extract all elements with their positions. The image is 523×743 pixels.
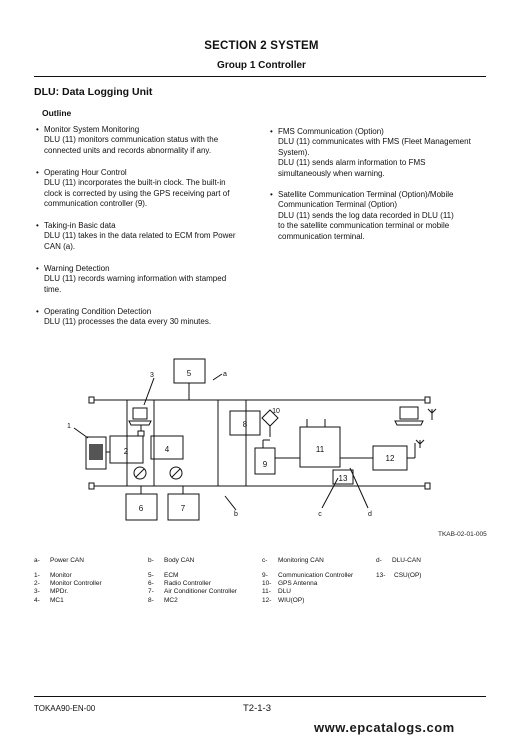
bus-terminator [89, 397, 94, 403]
bullet-body: DLU (11) sends the log data recorded in DLU (11) to the satellite communication terminal or mobile communication terminal. [278, 210, 454, 241]
label-1: 1 [67, 423, 71, 430]
label-12: 12 [385, 454, 395, 463]
label-11: 11 [315, 445, 325, 454]
page-number: T2-1-3 [243, 703, 271, 714]
outline-label: Outline [42, 108, 72, 118]
footer-rule [34, 696, 486, 697]
bullet-title: • FMS Communication (Option) [278, 127, 493, 137]
bullet-title: • Operating Hour Control [44, 168, 254, 178]
laptop-3 [133, 408, 147, 419]
legend-bus-b: b- Body CAN [148, 557, 195, 564]
bullet-body: DLU (11) records warning information with stamped time. [44, 274, 227, 294]
figure-reference: TKAB-02-01-005 [438, 531, 487, 538]
label-2: 2 [123, 447, 129, 456]
legend-col2: 5- ECM 6- Radio Controller 7- Air Conditioner Controller 8- MC2 [148, 572, 237, 604]
bullet-title: • Monitor System Monitoring [44, 125, 254, 135]
doc-number: TOKAA90-EN-00 [34, 704, 96, 713]
label-10: 10 [272, 408, 280, 415]
label-8: 8 [242, 420, 248, 429]
page-heading: DLU: Data Logging Unit [34, 86, 153, 98]
label-d: d [368, 511, 372, 518]
section-title: SECTION 2 SYSTEM [204, 40, 319, 52]
group-title: Group 1 Controller [217, 60, 306, 71]
label-c: c [318, 511, 322, 518]
legend-bus-c: c- Monitoring CAN [262, 557, 324, 564]
label-3: 3 [150, 372, 154, 379]
label-7: 7 [180, 504, 186, 513]
watermark: www.epcatalogs.com [314, 720, 455, 735]
legend-col3: 9- Communication Controller 10- GPS Antenna 11- DLU 12- WIU(OP) [262, 572, 354, 604]
bullet-title: • Operating Condition Detection [44, 307, 254, 317]
legend-col4: 13- CSU(OP) [376, 572, 422, 579]
bus-terminator [425, 397, 430, 403]
label-6: 6 [138, 504, 144, 513]
bullet-body: DLU (11) monitors communication status with the connected units and records abnormality if any. [44, 135, 219, 155]
label-b: b [234, 511, 238, 518]
label-a: a [223, 371, 227, 378]
bullet-title: • Warning Detection [44, 264, 254, 274]
label-5: 5 [186, 369, 192, 378]
label-9: 9 [262, 460, 268, 469]
label-4: 4 [164, 445, 170, 454]
bullet-body: DLU (11) communicates with FMS (Fleet Management System). DLU (11) sends alarm information to FMS simultaneously when warning. [278, 137, 471, 178]
legend-col1: 1- Monitor 2- Monitor Controller 3- MPDr. 4- MC1 [34, 572, 102, 604]
legend-bus-d: d- DLU-CAN [376, 557, 421, 564]
bus-terminator [89, 483, 94, 489]
bullet-title: • Taking-in Basic data [44, 221, 254, 231]
bullet-body: DLU (11) processes the data every 30 minutes. [44, 317, 212, 327]
laptop-right [400, 407, 418, 419]
label-13: 13 [338, 474, 348, 483]
bullet-title: • Satellite Communication Terminal (Option)/Mobile Communication Terminal (Option) [278, 190, 493, 211]
legend-bus-a: a- Power CAN [34, 557, 84, 564]
bullet-body: DLU (11) takes in the data related to ECM from Power CAN (a). [44, 231, 236, 251]
bullet-body: DLU (11) incorporates the built-in clock. The built-in clock is corrected by using the GPS receiving part of communication controller (9). [44, 178, 230, 209]
bus-terminator [425, 483, 430, 489]
